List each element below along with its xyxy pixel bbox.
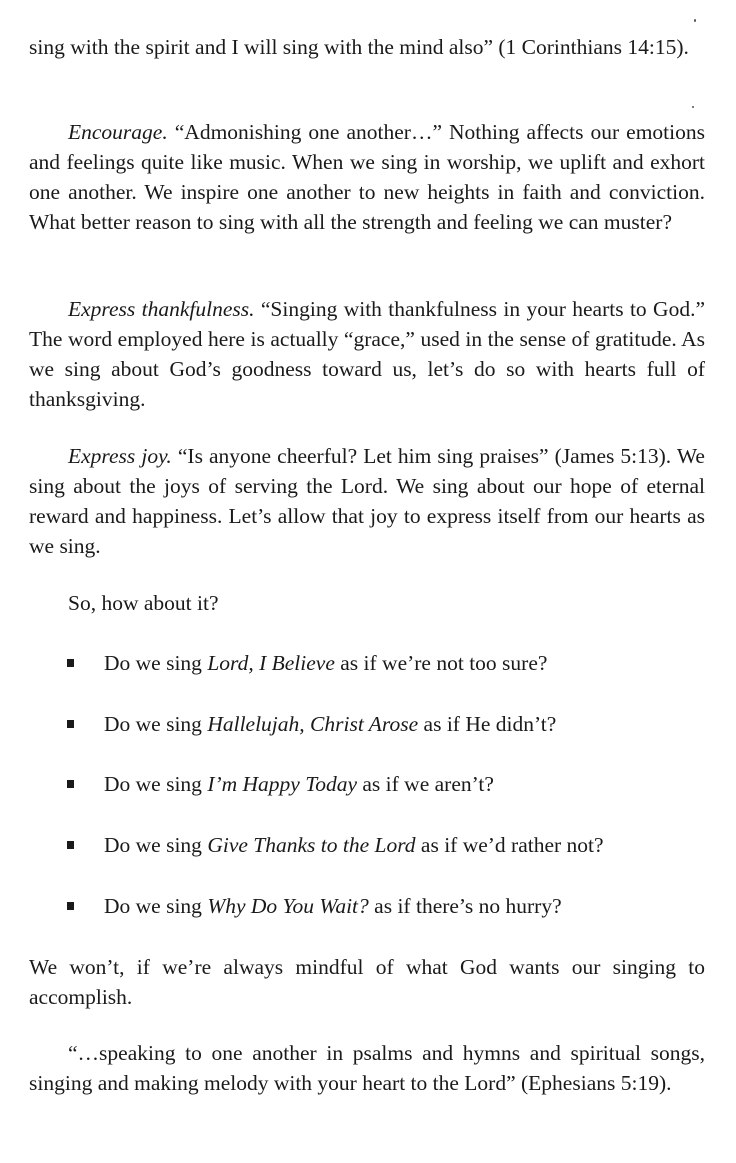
list-item-suffix: as if we’re not too sure? [334, 651, 548, 675]
list-item [29, 709, 705, 739]
list-item [29, 648, 705, 678]
square-bullet-icon [67, 659, 74, 667]
list-item-text [104, 830, 604, 860]
song-title: Lord, I Believe [207, 651, 335, 675]
square-bullet-icon [67, 902, 74, 910]
list-item [29, 891, 705, 921]
list-item-prefix: Do we sing [104, 712, 208, 736]
paragraph-corinthians-quote: sing with the spirit and I will sing with the mind also” (1 Corinthians 14:15). [29, 35, 689, 59]
list-item-text [104, 769, 494, 799]
list-item-text [104, 648, 547, 678]
scan-speck [694, 19, 696, 22]
paragraph-body-joy: “Is anyone cheerful? Let him sing praises” (James 5:13). We sing about the joys of serving the Lord. We sing about our hope of eternal reward and happiness. Let’s allow that joy to express itself from our hearts as we sing. [29, 444, 705, 558]
list-item-text [104, 709, 556, 739]
list-item-suffix: as if we aren’t? [357, 772, 494, 796]
list-item-text [104, 891, 562, 921]
paragraph-lead-thankfulness: Express thankfulness. [68, 297, 255, 321]
list-item-suffix: as if there’s no hurry? [368, 894, 562, 918]
list-item-suffix: as if we’d rather not? [415, 833, 604, 857]
square-bullet-icon [67, 720, 74, 728]
song-title: I’m Happy Today [207, 772, 358, 796]
paragraph-mindful: We won’t, if we’re always mindful of what God wants our singing to accomplish. [29, 955, 705, 1009]
paragraph-how-about-it: So, how about it? [68, 591, 219, 615]
paragraph-lead-encourage: Encourage. [68, 120, 168, 144]
paragraph-encourage [29, 117, 705, 237]
paragraph-lead-joy: Express joy. [68, 444, 172, 468]
list-item-prefix: Do we sing [104, 651, 208, 675]
song-title: Hallelujah, Christ Arose [207, 712, 419, 736]
paragraph-thankfulness [29, 294, 705, 414]
list-item-suffix: as if He didn’t? [418, 712, 557, 736]
list-item [29, 769, 705, 799]
song-title: Give Thanks to the Lord [207, 833, 416, 857]
song-title: Why Do You Wait? [207, 894, 369, 918]
square-bullet-icon [67, 841, 74, 849]
paragraph-body-encourage: “Admonishing one another…” Nothing affects our emotions and feelings quite like music. When we sing in worship, we uplift and exhort one another. We inspire one another to new heights in faith and conviction. What better reason to sing with all the strength and feeling we can muster? [29, 120, 705, 234]
list-item-prefix: Do we sing [104, 833, 208, 857]
list-item-prefix: Do we sing [104, 772, 208, 796]
paragraph-body-thankfulness: “Singing with thankfulness in your hearts to God.” The word employed here is actually “grace,” used in the sense of gratitude. As we sing about God’s goodness toward us, let’s do so with hearts full of thanksgiving. [29, 297, 705, 411]
list-item-prefix: Do we sing [104, 894, 208, 918]
paragraph-joy [29, 441, 705, 561]
square-bullet-icon [67, 780, 74, 788]
paragraph-ephesians-quote: “…speaking to one another in psalms and hymns and spiritual songs, singing and making melody with your heart to the Lord” (Ephesians 5:19). [29, 1041, 705, 1095]
scan-speck [692, 106, 694, 108]
list-item [29, 830, 705, 860]
